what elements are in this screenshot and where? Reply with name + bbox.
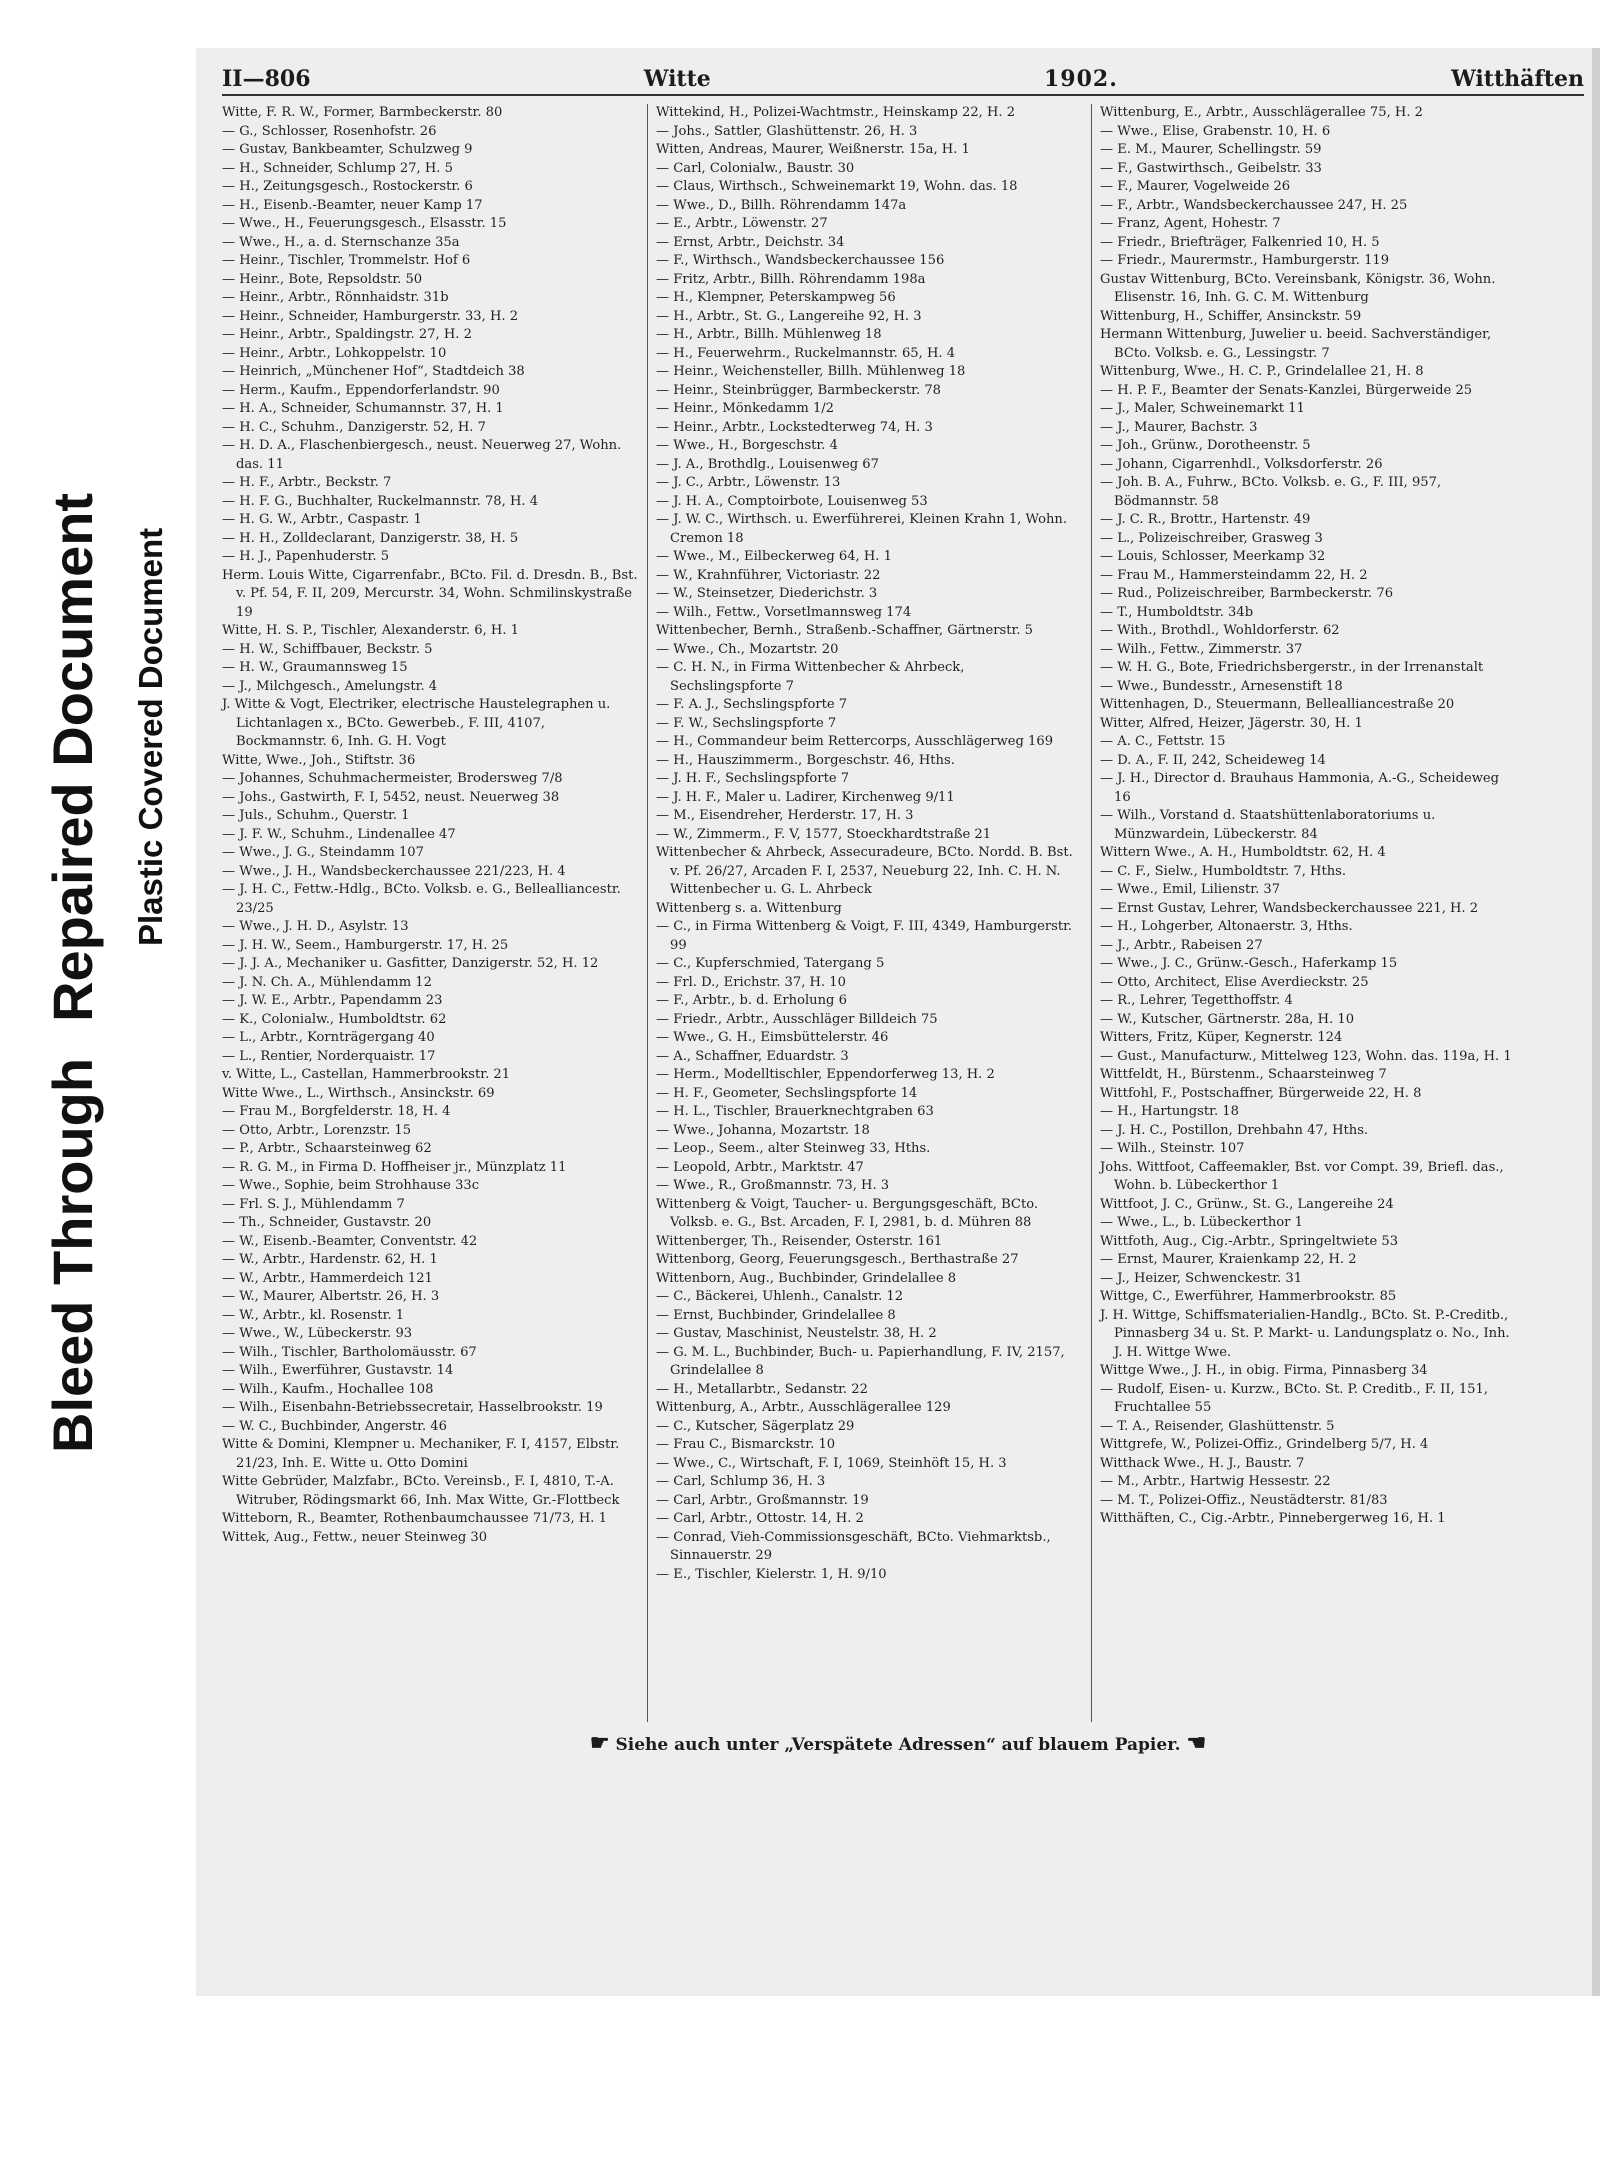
directory-entry: — M., Arbtr., Hartwig Hessestr. 22 [1100,1474,1331,1489]
directory-entry: — With., Brothdl., Wohldorferstr. 62 [1100,623,1340,638]
directory-entry: — W., Zimmerm., F. V, 1577, Stoeckhardtstraße 21 [656,826,992,842]
directory-entry: Wittenhagen, D., Steuermann, Bellealliancestraße 20 [1100,697,1455,712]
directory-entry: — Heinr., Weichensteller, Billh. Mühlenweg 18 [656,364,966,379]
directory-entry: Wittfeldt, H., Bürstenm., Schaarsteinweg 7 [1100,1067,1387,1082]
directory-column-3 [1100,104,1517,1529]
directory-entry: — J., Maler, Schweinemarkt 11 [1100,401,1305,416]
directory-entry: — Wwe., J. G., Steindamm 107 [222,845,424,860]
directory-entry: — P., Arbtr., Schaarsteinweg 62 [222,1141,432,1156]
directory-entry: — H. C., Schuhm., Danzigerstr. 52, H. 7 [222,419,486,435]
directory-entry: — Heinr., Arbtr., Rönnhaidstr. 31b [222,290,449,305]
directory-entry: — Wilh., Steinstr. 107 [1100,1141,1245,1156]
directory-entry: — W., Eisenb.-Beamter, Conventstr. 42 [222,1233,478,1249]
directory-entry: — Ernst, Maurer, Kraienkamp 22, H. 2 [1100,1252,1357,1267]
directory-entry: Witteborn, R., Beamter, Rothenbaumchaussee 71/73, H. 1 [222,1511,607,1526]
directory-entry: — H. F., Geometer, Sechslingspforte 14 [656,1085,918,1101]
directory-entry: — H., Arbtr., St. G., Langereihe 92, H. 3 [656,308,922,324]
directory-entry: — Otto, Arbtr., Lorenzstr. 15 [222,1122,412,1138]
directory-entry: Witte, Wwe., Joh., Stiftstr. 36 [222,752,416,768]
directory-entry: — Heinr., Tischler, Trommelstr. Hof 6 [222,253,471,268]
directory-entry: — Frl. D., Erichstr. 37, H. 10 [656,974,846,990]
directory-entry: Wittfohl, F., Postschaffner, Bürgerweide 22, H. 8 [1100,1085,1422,1101]
directory-entry: — H., Feuerwehrm., Ruckelmannstr. 65, H. 4 [656,345,956,361]
directory-entry: — L., Arbtr., Kornträgergang 40 [222,1030,435,1045]
directory-entry: Witte, F. R. W., Former, Barmbeckerstr. 80 [222,105,503,120]
directory-column-1 [222,104,639,1547]
directory-entry: Witte Gebrüder, Malzfabr., BCto. Vereinsb., F. I, 4810, T.-A. Witruber, Rödingsmarkt 66, Inh. Max Witte, Gr.-Flottbeck [222,1474,620,1508]
directory-entry: — H., Commandeur beim Rettercorps, Ausschlägerweg 169 [656,734,1054,749]
directory-entry: — Conrad, Vieh-Commissionsgeschäft, BCto. Viehmarktsb., Sinnauerstr. 29 [656,1529,1051,1563]
directory-entry: — Wwe., D., Billh. Röhrendamm 147a [656,197,907,213]
directory-entry: — M. T., Polizei-Offiz., Neustädterstr. 81/83 [1100,1492,1388,1508]
directory-page [196,48,1600,1996]
directory-entry: — H., Lohgerber, Altonaerstr. 3, Hths. [1100,919,1353,934]
directory-entry: Wittenburg, Wwe., H. C. P., Grindelallee 21, H. 8 [1100,364,1424,379]
directory-entry: Wittenburg, A., Arbtr., Ausschlägerallee 129 [656,1400,951,1415]
page-number: II—806 [222,66,311,92]
directory-entry: Witte Wwe., L., Wirthsch., Ansinckstr. 69 [222,1085,495,1101]
directory-entry: — D. A., F. II, 242, Scheideweg 14 [1100,752,1326,768]
directory-entry: — J., Arbtr., Rabeisen 27 [1100,937,1263,953]
directory-entry: — H. F., Arbtr., Beckstr. 7 [222,475,392,490]
directory-entry: — R., Lehrer, Tegetthoffstr. 4 [1100,993,1293,1008]
directory-entry: — Ernst Gustav, Lehrer, Wandsbeckerchaussee 221, H. 2 [1100,900,1479,916]
directory-entry: Wittenberg & Voigt, Taucher- u. Bergungsgeschäft, BCto. Volksb. e. G., Bst. Arcaden, F. I, 2981, b. d. Mühren 88 [656,1196,1039,1230]
directory-entry: — H., Arbtr., Billh. Mühlenweg 18 [656,327,882,342]
directory-entry: — E., Tischler, Kielerstr. 1, H. 9/10 [656,1566,887,1582]
directory-entry: — C. H. N., in Firma Wittenbecher & Ahrbeck, Sechslingspforte 7 [656,660,965,694]
directory-entry: — H., Klempner, Peterskampweg 56 [656,290,896,305]
directory-entry: — M., Eisendreher, Herderstr. 17, H. 3 [656,808,914,823]
directory-entry: — F., Arbtr., b. d. Erholung 6 [656,993,847,1008]
directory-entry: — Wwe., Ch., Mozartstr. 20 [656,641,839,657]
directory-entry: — Wwe., J. H., Wandsbeckerchaussee 221/223, H. 4 [222,863,566,879]
directory-entry: Wittekind, H., Polizei-Wachtmstr., Heinskamp 22, H. 2 [656,105,1016,120]
directory-entry: — H., Zeitungsgesch., Rostockerstr. 6 [222,179,473,194]
directory-entry: — H. P. F., Beamter der Senats-Kanzlei, Bürgerweide 25 [1100,382,1473,398]
directory-entry: — J. N. Ch. A., Mühlendamm 12 [222,974,432,990]
directory-entry: Hermann Wittenburg, Juwelier u. beeid. Sachverständiger, BCto. Volksb. e. G., Lessingstr. 7 [1100,327,1492,361]
annotation-sidebar [0,48,196,1996]
directory-entry: — Claus, Wirthsch., Schweinemarkt 19, Wohn. das. 18 [656,179,1018,194]
directory-entry: Herm. Louis Witte, Cigarrenfabr., BCto. Fil. d. Dresdn. B., Bst. v. Pf. 54, F. II, 209, Mercurstr. 34, Wohn. Schmilinskystraße 19 [222,567,638,620]
directory-entry: — Wwe., L., b. Lübeckerthor 1 [1100,1215,1303,1230]
directory-entry: — G. M. L., Buchbinder, Buch- u. Papierhandlung, F. IV, 2157, Grindelallee 8 [656,1344,1065,1378]
directory-entry: Witthack Wwe., H. J., Baustr. 7 [1100,1455,1305,1471]
directory-entry: — J. H. C., Postillon, Drehbahn 47, Hths. [1100,1122,1369,1138]
directory-entry: — J., Heizer, Schwenckestr. 31 [1100,1270,1303,1286]
directory-entry: — J. H. F., Maler u. Ladirer, Kirchenweg 9/11 [656,789,955,805]
directory-entry: — Wwe., J. H. D., Asylstr. 13 [222,919,409,934]
directory-entry: — Joh. B. A., Fuhrw., BCto. Volksb. e. G., F. III, 957, Bödmannstr. 58 [1100,475,1442,509]
directory-entry: — Gustav, Maschinist, Neustelstr. 38, H. 2 [656,1326,937,1341]
directory-entry: — H. A., Schneider, Schumannstr. 37, H. 1 [222,401,504,416]
directory-entry: — H. W., Schiffbauer, Beckstr. 5 [222,641,433,657]
directory-entry: — A., Schaffner, Eduardstr. 3 [656,1048,849,1064]
directory-entry: — W., Maurer, Albertstr. 26, H. 3 [222,1289,440,1304]
directory-entry: — C., in Firma Wittenberg & Voigt, F. III, 4349, Hamburgerstr. 99 [656,919,1073,953]
directory-entry: — Friedr., Arbtr., Ausschläger Billdeich 75 [656,1011,938,1027]
directory-entry: Wittenberg s. a. Wittenburg [656,900,842,916]
column-divider [647,104,648,1722]
directory-entry: — J. C. R., Brottr., Hartenstr. 49 [1100,512,1311,527]
directory-entry: — Heinr., Bote, Repsoldstr. 50 [222,271,423,287]
directory-entry: Wittenborg, Georg, Feuerungsgesch., Berthastraße 27 [656,1252,1019,1267]
directory-entry: — Johann, Cigarrenhdl., Volksdorferstr. 26 [1100,456,1383,472]
directory-entry: — W., Arbtr., Hammerdeich 121 [222,1270,433,1286]
directory-entry: — Johs., Sattler, Glashüttenstr. 26, H. 3 [656,123,918,139]
directory-entry: — Wilh., Ewerführer, Gustavstr. 14 [222,1363,454,1378]
directory-entry: — F., Wirthsch., Wandsbeckerchaussee 156 [656,253,945,268]
directory-entry: — F. W., Sechslingspforte 7 [656,715,837,731]
directory-entry: — H. D. A., Flaschenbiergesch., neust. Neuerweg 27, Wohn. das. 11 [222,438,622,472]
directory-entry: — Carl, Arbtr., Großmannstr. 19 [656,1492,869,1508]
directory-entry: — J. A., Brothdlg., Louisenweg 67 [656,456,879,472]
directory-entry: — H. L., Tischler, Brauerknechtgraben 63 [656,1104,934,1119]
directory-entry: — Wwe., Johanna, Mozartstr. 18 [656,1122,870,1138]
directory-entry: — Wwe., G. H., Eimsbüttelerstr. 46 [656,1030,889,1045]
directory-entry: — Wwe., Bundesstr., Arnesenstift 18 [1100,678,1343,694]
directory-entry: — F., Maurer, Vogelweide 26 [1100,179,1291,194]
directory-entry: — Carl, Arbtr., Ottostr. 14, H. 2 [656,1511,864,1526]
directory-entry: — H., Hartungstr. 18 [1100,1104,1239,1119]
directory-entry: Wittge, C., Ewerführer, Hammerbrookstr. 85 [1100,1289,1397,1304]
directory-entry: — Heinr., Schneider, Hamburgerstr. 33, H. 2 [222,308,519,324]
directory-entry: Witten, Andreas, Maurer, Weißnerstr. 15a, H. 1 [656,142,970,157]
directory-entry: Wittenburg, H., Schiffer, Ansinckstr. 59 [1100,308,1362,324]
directory-entry: Wittenbecher & Ahrbeck, Assecuradeure, BCto. Nordd. B. Bst. v. Pf. 26/27, Arcaden F. I, 2537, Neueburg 22, Inh. C. H. N. Wittenbecher u. G. L. Ahrbeck [656,845,1073,897]
pointing-hand-left-icon: ☚ [1186,1730,1207,1756]
directory-entry: Witthäften, C., Cig.-Arbtr., Pinnebergerweg 16, H. 1 [1100,1511,1446,1526]
directory-entry: — J. W. C., Wirthsch. u. Ewerführerei, Kleinen Krahn 1, Wohn. Cremon 18 [656,512,1067,546]
directory-column-2 [656,104,1073,1584]
directory-entry: — Wilh., Vorstand d. Staatshüttenlaboratoriums u. Münzwardein, Lübeckerstr. 84 [1100,808,1436,842]
directory-entry: — Wwe., J. C., Grünw.-Gesch., Haferkamp 15 [1100,956,1398,971]
page-edge-shadow [1592,48,1600,1996]
directory-entry: — J. H. F., Sechslingspforte 7 [656,771,850,786]
directory-entry: — Rudolf, Eisen- u. Kurzw., BCto. St. P. Creditb., F. II, 151, Fruchtallee 55 [1100,1381,1488,1415]
directory-entry: — C., Kutscher, Sägerplatz 29 [656,1418,855,1434]
directory-entry: — C. F., Sielw., Humboldtstr. 7, Hths. [1100,863,1347,879]
directory-entry: — Otto, Architect, Elise Averdieckstr. 25 [1100,974,1369,990]
directory-entry: Wittern Wwe., A. H., Humboldtstr. 62, H. 4 [1100,845,1386,860]
directory-entry: — Joh., Grünw., Dorotheenstr. 5 [1100,438,1311,453]
repaired-document-label: Repaired Document [41,492,104,1022]
directory-entry: — H., Schneider, Schlump 27, H. 5 [222,160,453,176]
directory-entry: — Wwe., C., Wirtschaft, F. I, 1069, Steinhöft 15, H. 3 [656,1455,1007,1471]
directory-entry: — J. C., Arbtr., Löwenstr. 13 [656,475,841,490]
directory-entry: — Johs., Gastwirth, F. I, 5452, neust. Neuerweg 38 [222,789,560,805]
directory-entry: — J. J. A., Mechaniker u. Gasfitter, Danzigerstr. 52, H. 12 [222,956,599,971]
directory-entry: — L., Polizeischreiber, Grasweg 3 [1100,530,1323,546]
directory-entry: — C., Bäckerei, Uhlenh., Canalstr. 12 [656,1289,904,1304]
pointing-hand-right-icon: ☛ [589,1730,610,1756]
directory-entry: — Wwe., H., Borgeschstr. 4 [656,438,838,453]
directory-entry: — Wilh., Tischler, Bartholomäusstr. 67 [222,1344,477,1360]
directory-entry: Wittgrefe, W., Polizei-Offiz., Grindelberg 5/7, H. 4 [1100,1437,1429,1452]
directory-entry: — H., Eisenb.-Beamter, neuer Kamp 17 [222,197,483,213]
header-year: 1902. [1043,66,1118,92]
directory-entry: — Leop., Seem., alter Steinweg 33, Hths. [656,1141,931,1156]
directory-entry: — W. C., Buchbinder, Angerstr. 46 [222,1418,447,1434]
page-footer [196,1730,1600,1756]
directory-entry: J. Witte & Vogt, Electriker, electrische Haustelegraphen u. Lichtanlagen x., BCto. Gewerbeb., F. III, 4107, Bockmannstr. 6, Inh. G. H. Vogt [222,697,611,749]
directory-entry: — Heinr., Mönkedamm 1/2 [656,401,835,416]
directory-entry: — Wilh., Fettw., Vorsetlmannsweg 174 [656,604,912,620]
directory-entry: — W., Kutscher, Gärtnerstr. 28a, H. 10 [1100,1011,1355,1027]
directory-entry: — Wwe., M., Eilbeckerweg 64, H. 1 [656,549,892,564]
directory-entry: — Frau C., Bismarckstr. 10 [656,1437,836,1452]
directory-entry: — W., Arbtr., kl. Rosenstr. 1 [222,1307,405,1323]
directory-entry: — A. C., Fettstr. 15 [1100,734,1226,749]
directory-entry: Wittenbecher, Bernh., Straßenb.-Schaffner, Gärtnerstr. 5 [656,623,1033,638]
directory-entry: — Friedr., Briefträger, Falkenried 10, H. 5 [1100,234,1380,250]
directory-entry: v. Witte, L., Castellan, Hammerbrookstr. 21 [222,1067,511,1082]
directory-entry: — T., Humboldtstr. 34b [1100,604,1254,620]
directory-entry: Witter, Alfred, Heizer, Jägerstr. 30, H. 1 [1100,715,1363,731]
page-header [222,62,1584,96]
directory-entry: — J. H., Director d. Brauhaus Hammonia, A.-G., Scheideweg 16 [1100,771,1500,805]
directory-entry: — J., Maurer, Bachstr. 3 [1100,419,1258,435]
directory-entry: — Gust., Manufacturw., Mittelweg 123, Wohn. das. 119a, H. 1 [1100,1048,1512,1064]
directory-entry: — K., Colonialw., Humboldtstr. 62 [222,1011,447,1027]
directory-entry: — H., Hauszimmerm., Borgeschstr. 46, Hths. [656,752,955,768]
directory-entry: — H. F. G., Buchhalter, Ruckelmannstr. 78, H. 4 [222,493,539,509]
directory-entry: Wittfoot, J. C., Grünw., St. G., Langereihe 24 [1100,1196,1394,1212]
directory-entry: — T. A., Reisender, Glashüttenstr. 5 [1100,1418,1335,1434]
directory-entry: — Johannes, Schuhmachermeister, Brodersweg 7/8 [222,771,563,786]
directory-entry: — Wwe., W., Lübeckerstr. 93 [222,1326,413,1341]
directory-entry: — H. J., Papenhuderstr. 5 [222,549,390,564]
directory-entry: — W. H. G., Bote, Friedrichsbergerstr., in der Irrenanstalt [1100,660,1484,675]
directory-entry: — Herm., Kaufm., Eppendorferlandstr. 90 [222,382,500,398]
directory-entry: J. H. Wittge, Schiffsmaterialien-Handlg., BCto. St. P.-Creditb., Pinnasberg 34 u. St. P. Markt- u. Landungsplatz o. No., Inh. J. H. Wittge Wwe. [1100,1307,1510,1360]
directory-entry: — H., Metallarbtr., Sedanstr. 22 [656,1381,868,1397]
header-right-word: Witthäften [1451,66,1584,92]
directory-entry: — Wilh., Kaufm., Hochallee 108 [222,1381,434,1397]
directory-entry: — H. H., Zolldeclarant, Danzigerstr. 38, H. 5 [222,530,519,546]
directory-entry: — Heinr., Steinbrügger, Barmbeckerstr. 78 [656,382,941,398]
directory-entry: — Wwe., H., Feuerungsgesch., Elsasstr. 15 [222,216,507,231]
directory-entry: — W., Steinsetzer, Diederichstr. 3 [656,586,878,601]
directory-entry: — J., Milchgesch., Amelungstr. 4 [222,678,438,694]
directory-entry: — C., Kupferschmied, Tatergang 5 [656,956,885,971]
column-divider [1091,104,1092,1722]
directory-entry: — W., Arbtr., Hardenstr. 62, H. 1 [222,1252,438,1267]
directory-entry: — Heinr., Arbtr., Lockstedterweg 74, H. 3 [656,419,933,435]
directory-entry: — Franz, Agent, Hohestr. 7 [1100,216,1281,231]
directory-entry: — R. G. M., in Firma D. Hoffheiser jr., Münzplatz 11 [222,1159,567,1175]
directory-entry: — Wwe., Elise, Grabenstr. 10, H. 6 [1100,123,1331,139]
directory-entry: — F. A. J., Sechslingspforte 7 [656,697,848,712]
directory-entry: Witte, H. S. P., Tischler, Alexanderstr. 6, H. 1 [222,623,519,638]
directory-entry: — Fritz, Arbtr., Billh. Röhrendamm 198a [656,271,926,287]
directory-entry: — Th., Schneider, Gustavstr. 20 [222,1215,432,1230]
directory-entry: — Heinrich, „Münchener Hof“, Stadtdeich 38 [222,364,525,379]
directory-entry: Wittenborn, Aug., Buchbinder, Grindelallee 8 [656,1270,957,1286]
directory-entry: — Louis, Schlosser, Meerkamp 32 [1100,549,1326,564]
directory-entry: — H. W., Graumannsweg 15 [222,660,408,675]
directory-entry: — J. H. W., Seem., Hamburgerstr. 17, H. 25 [222,937,509,953]
directory-entry: — Leopold, Arbtr., Marktstr. 47 [656,1159,864,1175]
directory-entry: — Wilh., Eisenbahn-Betriebssecretair, Hasselbrookstr. 19 [222,1400,603,1415]
directory-entry: — Ernst, Buchbinder, Grindelallee 8 [656,1307,896,1323]
directory-entry: Gustav Wittenburg, BCto. Vereinsbank, Königstr. 36, Wohn. Elisenstr. 16, Inh. G. C. M. Wittenburg [1100,271,1496,305]
directory-entry: Johs. Wittfoot, Caffeemakler, Bst. vor Compt. 39, Briefl. das., Wohn. b. Lübeckerthor 1 [1100,1159,1504,1193]
plastic-covered-label: Plastic Covered Document [132,527,169,946]
directory-entry: — Wwe., Emil, Lilienstr. 37 [1100,882,1281,897]
directory-entry: — Wwe., H., a. d. Sternschanze 35a [222,234,460,250]
directory-entry: — G., Schlosser, Rosenhofstr. 26 [222,123,437,139]
directory-entry: — Juls., Schuhm., Querstr. 1 [222,808,410,823]
directory-entry: Wittfoth, Aug., Cig.-Arbtr., Springeltwiete 53 [1100,1233,1399,1249]
directory-entry: — Frau M., Hammersteindamm 22, H. 2 [1100,567,1368,583]
directory-entry: — Wwe., Sophie, beim Strohhause 33c [222,1178,480,1193]
bleed-through-repaired-label [40,493,105,1453]
directory-entry: — Wwe., R., Großmannstr. 73, H. 3 [656,1178,890,1193]
directory-entry: Wittenburg, E., Arbtr., Ausschlägerallee 75, H. 2 [1100,105,1423,120]
directory-entry: — Frau M., Borgfelderstr. 18, H. 4 [222,1104,451,1119]
directory-entry: — Carl, Colonialw., Baustr. 30 [656,160,855,176]
directory-entry: — Carl, Schlump 36, H. 3 [656,1474,826,1489]
directory-entry: Witters, Fritz, Küper, Kegnerstr. 124 [1100,1030,1343,1045]
directory-entry: — Wilh., Fettw., Zimmerstr. 37 [1100,641,1303,657]
directory-entry: — Rud., Polizeischreiber, Barmbeckerstr. 76 [1100,586,1394,601]
directory-entry: — H. G. W., Arbtr., Caspastr. 1 [222,512,422,527]
directory-entry: — E. M., Maurer, Schellingstr. 59 [1100,142,1322,157]
directory-entry: — J. W. E., Arbtr., Papendamm 23 [222,993,443,1008]
footer-note: Siehe auch unter „Verspätete Adressen“ auf blauem Papier. [615,1735,1181,1755]
directory-entry: — F., Gastwirthsch., Geibelstr. 33 [1100,160,1322,176]
directory-entry: — J. H. A., Comptoirbote, Louisenweg 53 [656,493,928,509]
directory-entry: — Frl. S. J., Mühlendamm 7 [222,1196,405,1212]
directory-entry: Wittenberger, Th., Reisender, Osterstr. 161 [656,1233,943,1249]
directory-entry: — L., Rentier, Norderquaistr. 17 [222,1048,436,1064]
directory-entry: — Heinr., Arbtr., Spaldingstr. 27, H. 2 [222,327,472,342]
directory-entry: — Ernst, Arbtr., Deichstr. 34 [656,234,845,250]
directory-entry: — Gustav, Bankbeamter, Schulzweg 9 [222,142,473,157]
bleed-through-label: Bleed Through [41,1057,104,1453]
directory-entry: Wittge Wwe., J. H., in obig. Firma, Pinnasberg 34 [1100,1363,1428,1378]
directory-entry: — J. F. W., Schuhm., Lindenallee 47 [222,826,456,842]
directory-entry: — Herm., Modelltischler, Eppendorferweg 13, H. 2 [656,1067,995,1082]
directory-entry: — Friedr., Maurermstr., Hamburgerstr. 119 [1100,253,1390,268]
header-left-word: Witte [643,66,711,92]
directory-entry: — E., Arbtr., Löwenstr. 27 [656,216,828,231]
directory-entry: — Heinr., Arbtr., Lohkoppelstr. 10 [222,345,447,361]
directory-entry: Wittek, Aug., Fettw., neuer Steinweg 30 [222,1529,488,1545]
directory-entry: — F., Arbtr., Wandsbeckerchaussee 247, H. 25 [1100,197,1408,213]
directory-entry: — J. H. C., Fettw.-Hdlg., BCto. Volksb. e. G., Bellealliancestr. 23/25 [222,882,621,916]
directory-entry: Witte & Domini, Klempner u. Mechaniker, F. I, 4157, Elbstr. 21/23, Inh. E. Witte u. Otto Domini [222,1437,620,1471]
directory-entry: — W., Krahnführer, Victoriastr. 22 [656,567,881,583]
